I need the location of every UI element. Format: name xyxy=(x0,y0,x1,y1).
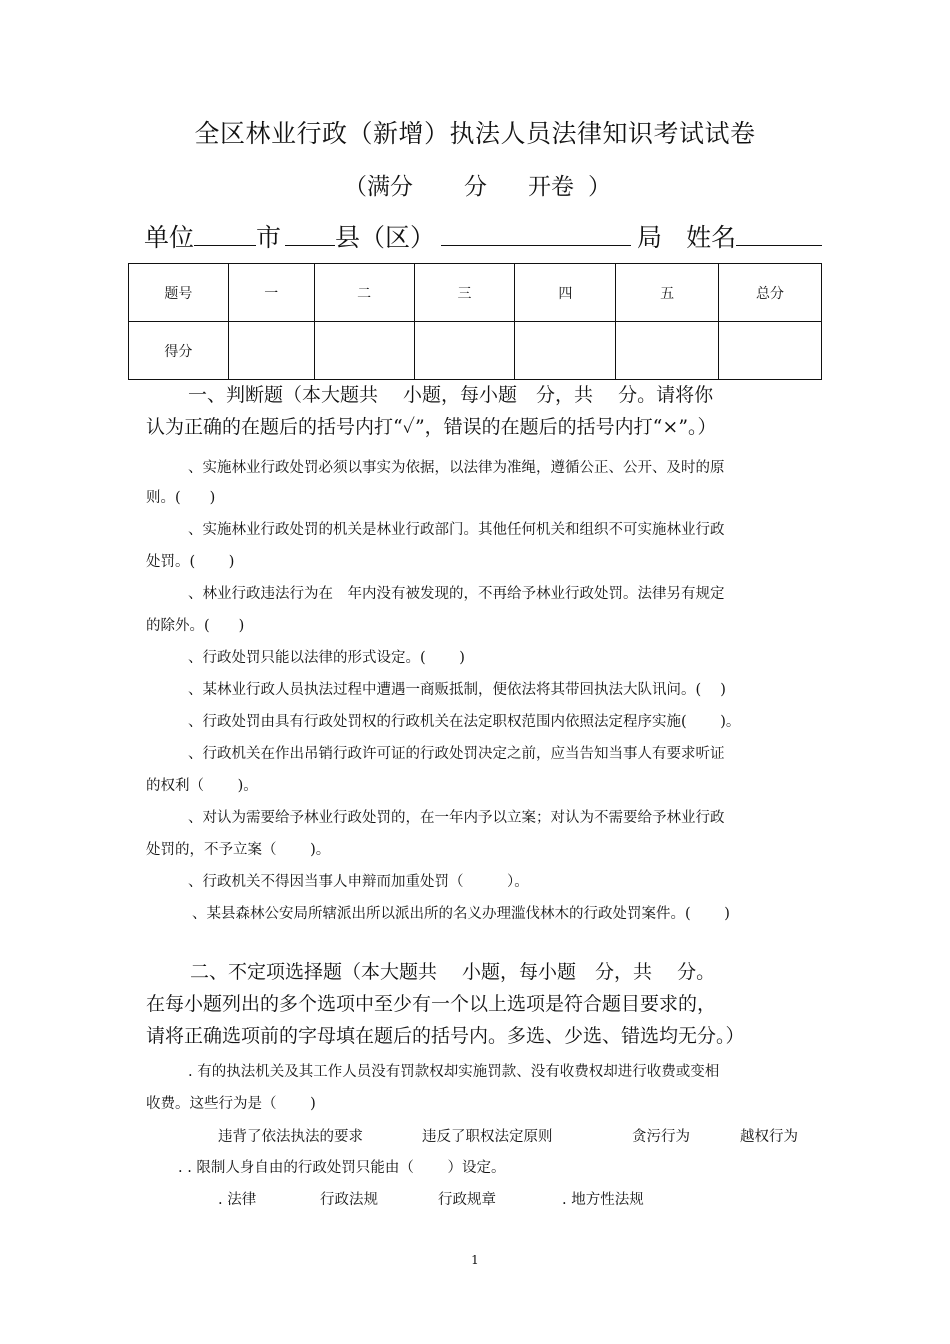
subtitle-points: 分 xyxy=(464,174,487,200)
choice-question-1-line2: 收费。这些行为是（ ) xyxy=(146,1096,316,1112)
header-cell: 题号 xyxy=(129,264,229,322)
county-blank[interactable] xyxy=(441,221,631,246)
subtitle-open: （满分 xyxy=(344,174,413,200)
bureau-label: 局 xyxy=(637,223,663,252)
section2-heading-line3: 请将正确选项前的字母填在题后的括号内。多选、少选、错选均无分。） xyxy=(146,1025,745,1047)
score-cell[interactable] xyxy=(719,322,822,380)
choice-1-option-d[interactable]: 越权行为 xyxy=(740,1129,798,1145)
question-2-line2: 处罚。( ) xyxy=(146,554,235,570)
section1-heading-line1: 一、判断题（本大题共 小题，每小题 分，共 分。请将你 xyxy=(188,384,714,406)
score-row-label: 得分 xyxy=(129,322,229,380)
header-cell: 一 xyxy=(228,264,314,322)
question-3-line2: 的除外。( ) xyxy=(146,618,245,634)
choice-2-option-a[interactable]: . 法律 xyxy=(218,1192,257,1208)
question-5: 、某林业行政人员执法过程中遭遇一商贩抵制，便依法将其带回执法大队讯问。( ) xyxy=(188,682,726,698)
question-8-line1: 、对认为需要给予林业行政处罚的，在一年内予以立案；对认为不需要给予林业行政 xyxy=(188,810,725,826)
unit-name-line xyxy=(144,218,822,254)
choice-question-1-line1: . 有的执法机关及其工作人员没有罚款权却实施罚款、没有收费权却进行收费或变相 xyxy=(188,1064,720,1080)
header-cell: 四 xyxy=(515,264,616,322)
header-cell: 三 xyxy=(414,264,515,322)
name-blank[interactable] xyxy=(736,221,822,246)
unit-label: 单位 xyxy=(144,223,195,252)
question-7-line2: 的权利（ )。 xyxy=(146,778,258,794)
section2-heading-line1: 二、不定项选择题（本大题共 小题，每小题 分，共 分。 xyxy=(190,961,716,983)
question-4: 、行政处罚只能以法律的形式设定。( ) xyxy=(188,650,465,666)
score-table-header-row xyxy=(129,264,822,322)
choice-1-option-b[interactable]: 违反了职权法定原则 xyxy=(422,1129,553,1145)
city-blank[interactable] xyxy=(285,221,335,246)
section2-heading-line2: 在每小题列出的多个选项中至少有一个以上选项是符合题目要求的， xyxy=(146,993,717,1015)
score-cell[interactable] xyxy=(616,322,719,380)
page-number: 1 xyxy=(471,1253,479,1267)
score-table xyxy=(128,263,822,380)
header-cell: 总分 xyxy=(719,264,822,322)
city-label: 市 xyxy=(256,223,282,252)
choice-2-option-b[interactable]: 行政法规 xyxy=(320,1192,378,1208)
section1-heading-line2: 认为正确的在题后的括号内打“✓”，错误的在题后的括号内打“×”。） xyxy=(146,416,717,438)
question-10: 、某县森林公安局所辖派出所以派出所的名义办理滥伐林木的行政处罚案件。( ) xyxy=(192,906,730,922)
question-8-line2: 处罚的，不予立案（ )。 xyxy=(146,842,331,858)
subtitle-mode: 开卷 xyxy=(528,174,574,200)
score-cell[interactable] xyxy=(228,322,314,380)
question-1-line1: 、实施林业行政处罚必须以事实为依据，以法律为准绳，遵循公正、公开、及时的原 xyxy=(188,460,725,476)
name-label: 姓名 xyxy=(686,223,737,252)
score-cell[interactable] xyxy=(314,322,414,380)
header-cell: 二 xyxy=(314,264,414,322)
question-7-line1: 、行政机关在作出吊销行政许可证的行政处罚决定之前，应当告知当事人有要求听证 xyxy=(188,746,725,762)
choice-1-option-a[interactable]: 违背了依法执法的要求 xyxy=(218,1129,363,1145)
header-cell: 五 xyxy=(616,264,719,322)
question-9: 、行政机关不得因当事人申辩而加重处罚（ ）。 xyxy=(188,874,529,890)
choice-2-option-c[interactable]: 行政规章 xyxy=(438,1192,496,1208)
question-3-line1: 、林业行政违法行为在 年内没有被发现的，不再给予林业行政处罚。法律另有规定 xyxy=(188,586,725,602)
page-title: 全区林业行政（新增）执法人员法律知识考试试卷 xyxy=(194,119,756,148)
score-table-score-row xyxy=(129,322,822,380)
unit-blank[interactable] xyxy=(194,221,256,246)
question-6: 、行政处罚由具有行政处罚权的行政机关在法定职权范围内依照法定程序实施( )。 xyxy=(188,714,741,730)
subtitle-close: ） xyxy=(588,174,611,200)
choice-question-2: . . 限制人身自由的行政处罚只能由（ ）设定。 xyxy=(178,1160,506,1176)
county-label: 县（区） xyxy=(335,223,436,252)
score-cell[interactable] xyxy=(414,322,515,380)
choice-2-option-d[interactable]: . 地方性法规 xyxy=(562,1192,644,1208)
question-1-line2: 则。( ) xyxy=(146,490,216,506)
question-2-line1: 、实施林业行政处罚的机关是林业行政部门。其他任何机关和组织不可实施林业行政 xyxy=(188,522,725,538)
choice-1-option-c[interactable]: 贪污行为 xyxy=(632,1129,690,1145)
score-cell[interactable] xyxy=(515,322,616,380)
